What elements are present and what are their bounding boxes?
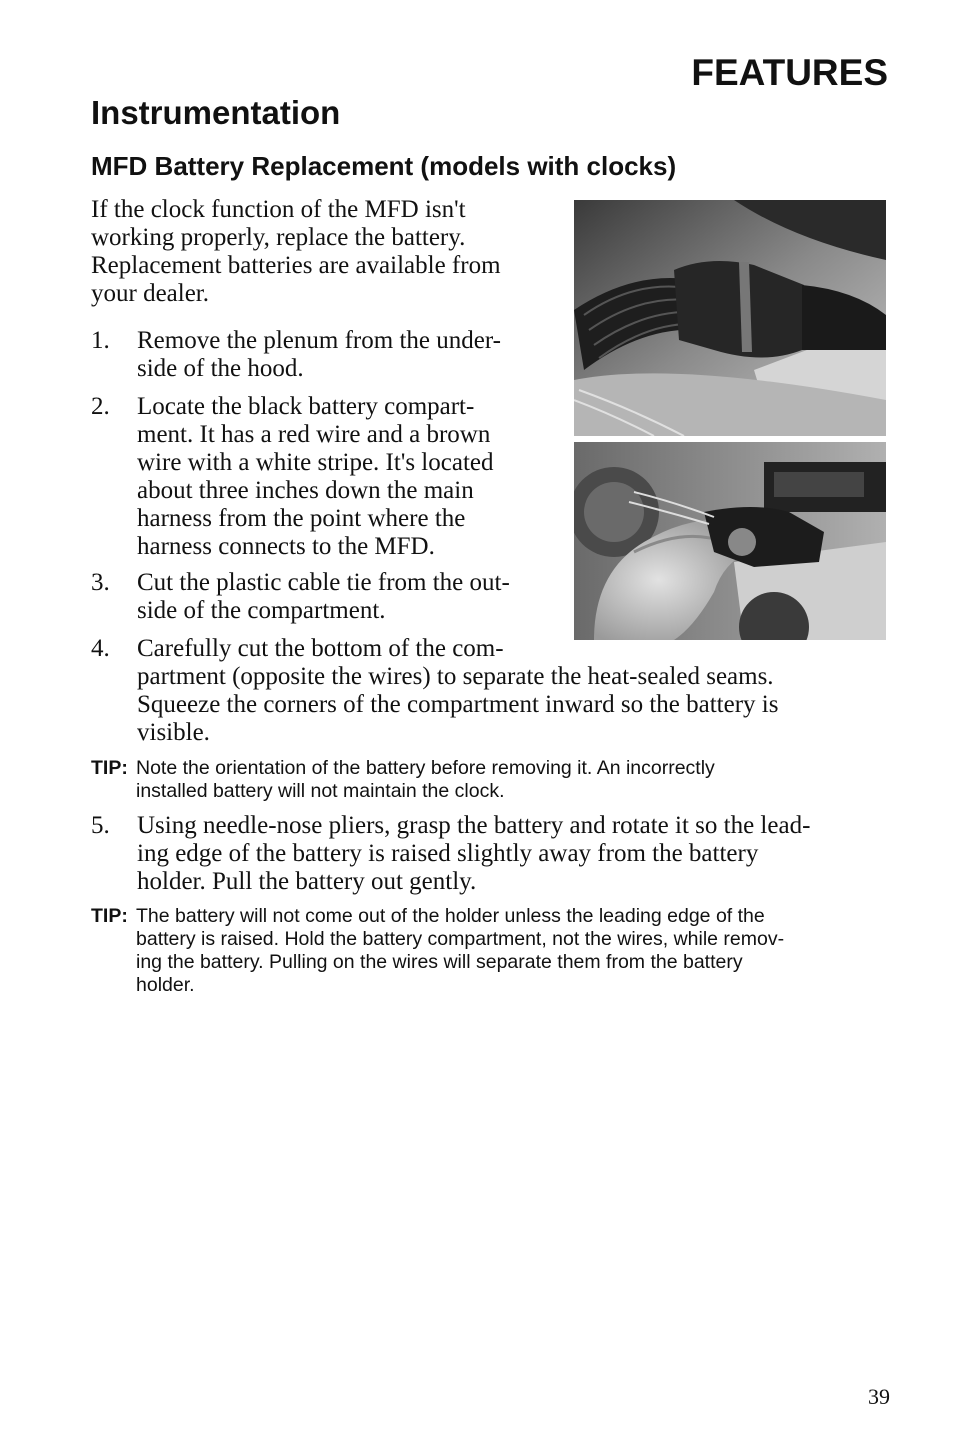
tip-1 xyxy=(91,757,715,803)
step-text: Using needle-nose pliers, grasp the battery and rotate it so the lead- ing edge of the battery is raised slightly away from the battery holder. Pull the battery out gently. xyxy=(137,812,811,895)
step-text: Cut the plastic cable tie from the out- side of the compartment. xyxy=(137,569,510,624)
tip-label: TIP: xyxy=(91,757,128,779)
page-number: 39 xyxy=(868,1384,890,1409)
tip-label: TIP: xyxy=(91,905,128,927)
tip-text: Note the orientation of the battery before removing it. An incorrectly installed battery will not maintain the clock. xyxy=(136,757,715,802)
step-5 xyxy=(91,812,810,896)
step-number: 2. xyxy=(91,393,110,420)
tip-2 xyxy=(91,905,784,997)
page-title: Instrumentation xyxy=(91,94,341,131)
step-number: 5. xyxy=(91,812,110,839)
harness-photo-image xyxy=(574,200,886,436)
step-text: Remove the plenum from the under- side of the hood. xyxy=(137,327,501,382)
subheading: MFD Battery Replacement (models with clocks) xyxy=(91,151,677,181)
step-number: 3. xyxy=(91,569,110,596)
step-text: Carefully cut the bottom of the com- partment (opposite the wires) to separate the heat-sealed seams. Squeeze the corners of the compartment inward so the battery is visible. xyxy=(137,635,779,746)
battery-compartment-photo-image xyxy=(574,442,886,640)
step-3 xyxy=(91,569,510,625)
step-number: 4. xyxy=(91,635,110,662)
intro-paragraph: If the clock function of the MFD isn't working properly, replace the battery. Replacement batteries are available from your dealer. xyxy=(91,196,501,307)
tip-text: The battery will not come out of the holder unless the leading edge of the battery is raised. Hold the battery compartment, not the wires, while remov- ing the battery. Pulling on the wires will separate them from the battery holder. xyxy=(136,905,785,996)
harness-photo xyxy=(574,200,886,436)
step-2 xyxy=(91,393,493,561)
step-text: Locate the black battery compart- ment. It has a red wire and a brown wire with a white stripe. It's located about three inches down the main harness from the point where the harness connects to the MFD. xyxy=(137,393,494,560)
step-number: 1. xyxy=(91,327,110,354)
step-1 xyxy=(91,327,501,383)
step-4 xyxy=(91,635,778,747)
battery-compartment-photo xyxy=(574,442,886,640)
section-header: FEATURES xyxy=(691,52,888,93)
